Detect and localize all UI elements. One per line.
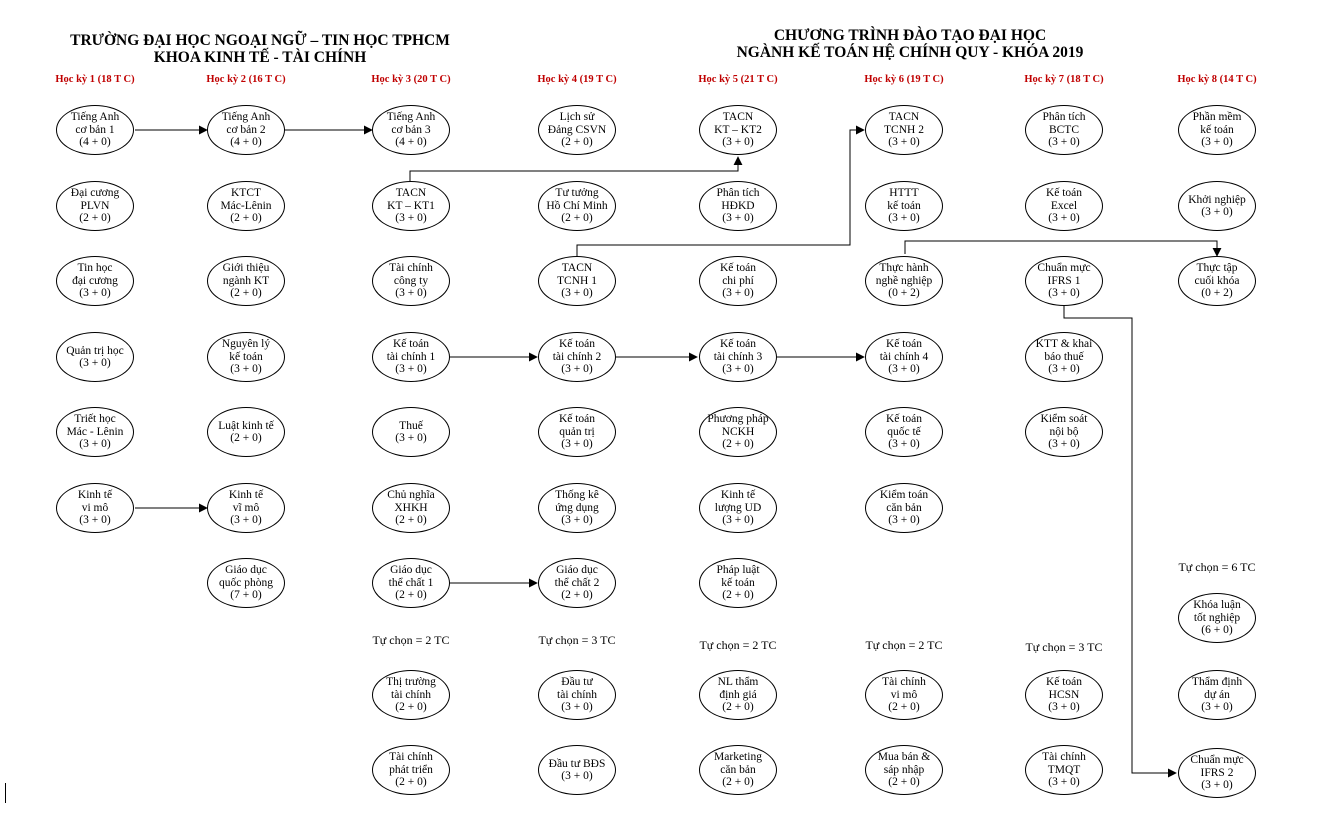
course-line: (3 + 0) [561, 770, 593, 782]
course-line: Pháp luật [716, 564, 760, 577]
course-node [1178, 105, 1256, 155]
course-line: nghề nghiệp [875, 274, 933, 287]
course-line: Phân tích [1042, 111, 1086, 124]
course-line: (3 + 0) [395, 212, 427, 225]
course-node [56, 332, 134, 382]
faculty-name: KHOA KINH TẾ - TÀI CHÍNH [153, 49, 367, 66]
course-line: Mác - Lênin [66, 425, 124, 438]
course-node [56, 483, 134, 533]
course-node [1025, 105, 1103, 155]
course-line: tài chính 3 [713, 350, 763, 363]
course-line: (3 + 0) [1048, 363, 1080, 376]
course-line: Kế toán [719, 338, 757, 351]
course-node [538, 670, 616, 720]
course-line: TACN [561, 262, 593, 275]
course-line: Khóa luận [1193, 599, 1241, 612]
course-node [699, 483, 777, 533]
course-line: nội bộ [1049, 425, 1079, 438]
course-line: KTT & khai [1035, 338, 1093, 351]
course-line: phát triển [389, 763, 433, 776]
course-line: tài chính [557, 688, 597, 701]
course-line: Thống kê [555, 489, 599, 502]
course-node [865, 483, 943, 533]
course-line: TACN [722, 111, 754, 124]
course-node [538, 407, 616, 457]
course-line: (3 + 0) [395, 287, 427, 300]
course-line: (2 + 0) [561, 136, 593, 149]
course-line: Giới thiệu [222, 262, 270, 275]
course-line: Phân tích [716, 187, 760, 200]
course-node [1178, 593, 1256, 643]
course-line: cơ bản 3 [391, 123, 431, 136]
course-node [538, 181, 616, 231]
course-line: (3 + 0) [1048, 212, 1080, 225]
course-line: (3 + 0) [1201, 779, 1233, 792]
course-line: Đầu tư [561, 676, 593, 689]
course-node [699, 558, 777, 608]
course-line: Chuẩn mực [1037, 262, 1091, 275]
course-line: Thực tập [1196, 262, 1238, 275]
course-line: quốc tế [887, 425, 921, 438]
course-line: (0 + 2) [1201, 287, 1233, 300]
course-line: Lịch sử [559, 111, 595, 124]
course-node [207, 558, 285, 608]
course-line: (3 + 0) [1048, 701, 1080, 714]
course-line: cơ bản 1 [75, 123, 115, 136]
course-line: (2 + 0) [230, 287, 262, 300]
course-line: Phương pháp [707, 413, 769, 426]
course-node [865, 745, 943, 795]
course-line: Giáo dục [556, 564, 598, 577]
semester-header: Học kỳ 3 (20 T C) [371, 74, 451, 85]
elective-label: Tự chọn = 2 TC [699, 638, 777, 652]
course-line: tốt nghiệp [1193, 611, 1241, 624]
course-line: (3 + 0) [722, 287, 754, 300]
semester-header: Học kỳ 6 (19 T C) [864, 74, 944, 85]
course-line: Kế toán [885, 338, 923, 351]
course-line: sáp nhập [883, 763, 925, 776]
course-line: Thẩm định [1191, 676, 1243, 689]
course-line: (3 + 0) [1048, 438, 1080, 451]
course-line: Hồ Chí Minh [546, 199, 608, 212]
course-line: Đại cương [70, 187, 120, 200]
course-node [372, 332, 450, 382]
course-line: (4 + 0) [230, 136, 262, 149]
course-line: Kinh tế [720, 489, 756, 502]
course-line: Nguyên lý [221, 338, 271, 351]
course-line: Tiếng Anh [386, 111, 436, 124]
course-line: Thuế [399, 419, 423, 432]
course-line: căn bản [886, 501, 922, 514]
course-line: (2 + 0) [561, 589, 593, 602]
course-node [207, 181, 285, 231]
course-line: quốc phòng [219, 576, 273, 589]
course-line: vĩ mô [232, 501, 260, 514]
course-line: dự án [1204, 688, 1230, 701]
course-line: TCNH 2 [884, 123, 924, 136]
course-node [1025, 181, 1103, 231]
elective-label: Tự chọn = 6 TC [1178, 560, 1256, 574]
course-line: kế toán [721, 576, 755, 589]
course-line: (3 + 0) [888, 136, 920, 149]
arrow-thnn-thuctap [905, 241, 1217, 256]
course-line: lượng UD [714, 501, 762, 514]
course-line: Kế toán [719, 262, 757, 275]
course-line: Giáo dục [390, 564, 432, 577]
course-line: BCTC [1048, 123, 1080, 136]
course-line: NCKH [721, 425, 755, 438]
course-line: (2 + 0) [230, 212, 262, 225]
course-node [1025, 670, 1103, 720]
course-line: tài chính 2 [552, 350, 602, 363]
course-line: (3 + 0) [722, 212, 754, 225]
course-line: (3 + 0) [722, 514, 754, 527]
course-line: Kinh tế [77, 489, 113, 502]
course-line: (6 + 0) [1201, 624, 1233, 637]
course-line: (3 + 0) [79, 287, 111, 300]
course-node [865, 332, 943, 382]
course-line: Kế toán [1045, 676, 1083, 689]
course-line: đại cương [72, 274, 118, 287]
course-node [56, 105, 134, 155]
course-node [865, 256, 943, 306]
course-line: Tài chính [389, 262, 433, 275]
course-node [207, 407, 285, 457]
course-line: Kiểm toán [879, 489, 929, 502]
course-node [865, 407, 943, 457]
semester-header: Học kỳ 4 (19 T C) [537, 74, 617, 85]
course-line: thể chất 2 [554, 576, 600, 589]
course-node [56, 256, 134, 306]
course-line: Giáo dục [225, 564, 267, 577]
course-line: KT – KT2 [714, 123, 762, 136]
course-line: Khởi nghiệp [1188, 193, 1246, 206]
course-line: Marketing [714, 751, 762, 764]
course-line: kế toán [1200, 123, 1234, 136]
course-line: IFRS 2 [1200, 766, 1234, 779]
course-line: Kinh tế [228, 489, 264, 502]
course-line: kế toán [887, 199, 921, 212]
course-line: TMQT [1047, 763, 1081, 776]
course-line: (3 + 0) [79, 357, 111, 369]
program-name: CHƯƠNG TRÌNH ĐÀO TẠO ĐẠI HỌC [773, 27, 1047, 44]
semester-header: Học kỳ 8 (14 T C) [1177, 74, 1257, 85]
course-line: (2 + 0) [888, 701, 920, 714]
course-line: (3 + 0) [561, 287, 593, 300]
course-line: thể chất 1 [388, 576, 434, 589]
course-line: (3 + 0) [1201, 136, 1233, 149]
course-line: (0 + 2) [888, 287, 920, 300]
course-line: NL thẩm [717, 676, 759, 689]
course-node [865, 670, 943, 720]
course-line: (3 + 0) [395, 432, 427, 444]
semester-header: Học kỳ 7 (18 T C) [1024, 74, 1104, 85]
course-line: (3 + 0) [561, 514, 593, 527]
course-line: TCNH 1 [557, 274, 597, 287]
course-node [1025, 407, 1103, 457]
course-node [1025, 332, 1103, 382]
course-line: PLVN [80, 199, 110, 212]
course-line: định giá [719, 688, 757, 701]
course-line: (2 + 0) [230, 432, 262, 444]
course-line: Tiếng Anh [70, 111, 120, 124]
course-line: Thực hành [879, 262, 929, 275]
course-line: Excel [1050, 199, 1078, 212]
course-node [1178, 748, 1256, 798]
course-node [372, 558, 450, 608]
course-line: Tài chính [389, 751, 433, 764]
course-line: (3 + 0) [722, 363, 754, 376]
course-line: (2 + 0) [395, 514, 427, 527]
course-line: (2 + 0) [395, 776, 427, 789]
course-line: ứng dụng [555, 501, 599, 514]
elective-label: Tự chọn = 2 TC [372, 633, 450, 647]
course-line: (3 + 0) [1201, 701, 1233, 714]
course-line: căn bản [720, 763, 756, 776]
course-node [538, 105, 616, 155]
course-line: (3 + 0) [888, 212, 920, 225]
course-line: công ty [393, 274, 429, 287]
course-line: Kế toán [558, 338, 596, 351]
course-line: ngành KT [222, 274, 270, 287]
course-line: (3 + 0) [1048, 287, 1080, 300]
course-line: Tài chính [882, 676, 926, 689]
course-line: (3 + 0) [1048, 136, 1080, 149]
course-node [538, 483, 616, 533]
course-line: Phần mềm [1192, 111, 1242, 124]
course-line: (2 + 0) [79, 212, 111, 225]
course-line: TACN [888, 111, 920, 124]
course-line: (2 + 0) [561, 212, 593, 225]
course-line: (2 + 0) [722, 589, 754, 602]
course-node [538, 558, 616, 608]
course-node [699, 256, 777, 306]
course-node [372, 105, 450, 155]
course-line: XHKH [394, 501, 428, 514]
course-line: cuối khóa [1194, 274, 1240, 287]
school-name: TRƯỜNG ĐẠI HỌC NGOẠI NGỮ – TIN HỌC TPHCM [70, 32, 450, 49]
course-line: (3 + 0) [561, 363, 593, 376]
course-node [56, 181, 134, 231]
course-node [207, 105, 285, 155]
course-node [699, 105, 777, 155]
course-line: Tư tưởng [555, 187, 599, 200]
course-line: Triết học [74, 413, 116, 426]
course-line: Mua bán & [877, 751, 931, 764]
course-line: (3 + 0) [1201, 206, 1233, 218]
course-node [538, 256, 616, 306]
course-line: Kế toán [392, 338, 430, 351]
course-node [207, 332, 285, 382]
course-line: (3 + 0) [888, 363, 920, 376]
course-line: (3 + 0) [79, 514, 111, 527]
course-line: (3 + 0) [230, 363, 262, 376]
course-line: Tin học [77, 262, 113, 275]
course-line: Kế toán [885, 413, 923, 426]
course-line: (2 + 0) [722, 438, 754, 451]
course-node [865, 105, 943, 155]
course-line: Kế toán [1045, 187, 1083, 200]
course-line: Chuẩn mực [1190, 754, 1244, 767]
course-line: (7 + 0) [230, 589, 262, 602]
course-line: tài chính 4 [879, 350, 929, 363]
course-line: (4 + 0) [79, 136, 111, 149]
course-line: Kiểm soát [1040, 413, 1088, 426]
course-line: (3 + 0) [79, 438, 111, 451]
course-node [538, 745, 616, 795]
course-line: (2 + 0) [722, 776, 754, 789]
course-line: Luật kinh tế [218, 419, 274, 432]
course-line: (2 + 0) [888, 776, 920, 789]
course-node [1178, 670, 1256, 720]
course-node [1025, 256, 1103, 306]
semester-header: Học kỳ 1 (18 T C) [55, 74, 135, 85]
course-node [207, 483, 285, 533]
course-line: Quản trị học [66, 344, 124, 357]
course-line: (3 + 0) [888, 514, 920, 527]
course-node [865, 181, 943, 231]
course-line: (4 + 0) [395, 136, 427, 149]
course-line: KTCT [230, 187, 262, 200]
course-node [1178, 256, 1256, 306]
course-line: tài chính 1 [386, 350, 436, 363]
course-node [372, 483, 450, 533]
course-line: (3 + 0) [230, 514, 262, 527]
course-node [372, 670, 450, 720]
elective-label: Tự chọn = 3 TC [1025, 640, 1103, 654]
course-line: (2 + 0) [395, 589, 427, 602]
course-line: Tiếng Anh [221, 111, 271, 124]
elective-label: Tự chọn = 2 TC [865, 638, 943, 652]
course-line: Tài chính [1042, 751, 1086, 764]
course-line: vi mô [81, 501, 109, 514]
elective-label: Tự chọn = 3 TC [538, 633, 616, 647]
course-line: (3 + 0) [395, 363, 427, 376]
course-line: HCSN [1048, 688, 1080, 701]
course-line: (2 + 0) [722, 701, 754, 714]
course-line: TACN [395, 187, 427, 200]
course-line: (3 + 0) [561, 701, 593, 714]
course-line: HTTT [889, 187, 919, 200]
course-node [699, 670, 777, 720]
course-node [372, 181, 450, 231]
major-name: NGÀNH KẾ TOÁN HỆ CHÍNH QUY - KHÓA 2019 [736, 44, 1084, 61]
semester-header: Học kỳ 5 (21 T C) [698, 74, 778, 85]
course-node [699, 332, 777, 382]
course-line: kế toán [229, 350, 263, 363]
course-line: quản trị [559, 425, 595, 438]
course-line: (2 + 0) [395, 701, 427, 714]
text-cursor [5, 783, 6, 803]
course-node [699, 181, 777, 231]
course-line: (3 + 0) [888, 438, 920, 451]
course-line: cơ bản 2 [226, 123, 266, 136]
course-line: chi phí [722, 274, 754, 287]
arrow-tacn1-tacn2 [410, 157, 738, 181]
course-line: (3 + 0) [722, 136, 754, 149]
course-node [699, 407, 777, 457]
course-line: tài chính [391, 688, 431, 701]
course-line: Chủ nghĩa [387, 489, 435, 502]
course-node [699, 745, 777, 795]
semester-header: Học kỳ 2 (16 T C) [206, 74, 286, 85]
course-line: IFRS 1 [1047, 274, 1081, 287]
course-line: Đảng CSVN [547, 123, 607, 136]
course-line: Đầu tư BĐS [548, 757, 606, 770]
course-line: (3 + 0) [561, 438, 593, 451]
course-line: KT – KT1 [387, 199, 435, 212]
course-line: Mác-Lênin [220, 199, 272, 212]
course-node [207, 256, 285, 306]
course-line: Kế toán [558, 413, 596, 426]
course-node [372, 745, 450, 795]
course-node [372, 256, 450, 306]
course-line: Thị trường [386, 676, 436, 689]
course-line: (3 + 0) [1048, 776, 1080, 789]
course-node [1178, 181, 1256, 231]
course-line: vi mô [890, 688, 918, 701]
course-node [1025, 745, 1103, 795]
course-node [372, 407, 450, 457]
course-node [538, 332, 616, 382]
course-node [56, 407, 134, 457]
course-line: báo thuế [1044, 350, 1084, 363]
course-line: HĐKD [721, 199, 755, 212]
